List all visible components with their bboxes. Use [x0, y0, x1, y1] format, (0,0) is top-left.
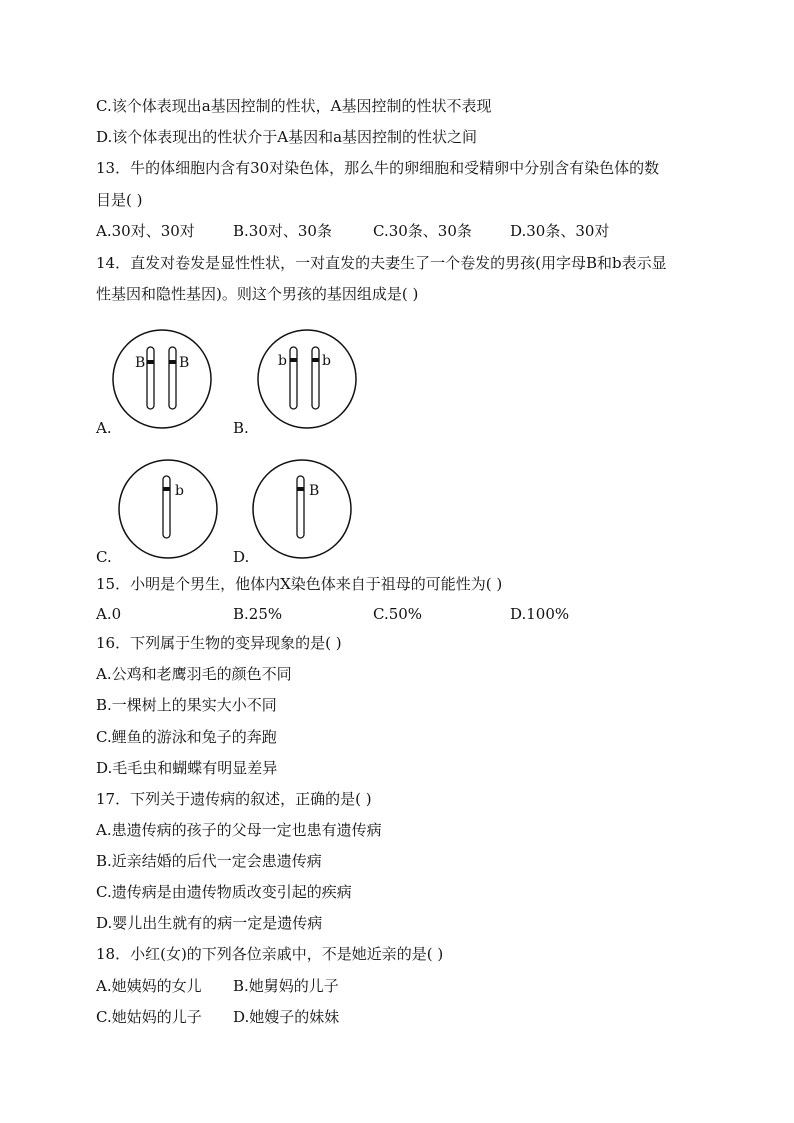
q17-stem: 17．下列关于遗传病的叙述，正确的是( )	[96, 790, 372, 808]
q18-option-b: B.她舅妈的儿子	[233, 977, 339, 995]
q13-stem-line2: 目是( )	[96, 191, 143, 209]
gene-locus-1	[147, 360, 154, 364]
q16-option-b: B.一棵树上的果实大小不同	[96, 696, 277, 714]
q14-option-b-label: B.	[233, 419, 249, 437]
q14-figure-d-cell	[251, 458, 355, 562]
q14-stem-line1: 14．直发对卷发是显性性状，一对直发的夫妻生了一个卷发的男孩(用字母B和b表示显	[96, 254, 667, 272]
q17-option-a: A.患遗传病的孩子的父母一定也患有遗传病	[96, 821, 382, 839]
gene-label-1: B	[135, 355, 146, 371]
q15-option-b: B.25%	[233, 605, 283, 623]
q14-option-a-label: A.	[96, 419, 112, 437]
q14-figure-a-cell	[110, 327, 214, 431]
gene-label-1: b	[278, 353, 287, 369]
q15-option-a: A.0	[96, 605, 122, 623]
q18-option-c: C.她姑妈的儿子	[96, 1008, 202, 1026]
q13-option-c: C.30条、30条	[373, 222, 472, 240]
chromosome-2	[312, 347, 319, 409]
q16-option-a: A.公鸡和老鹰羽毛的颜色不同	[96, 665, 292, 683]
q16-option-c: C.鲤鱼的游泳和兔子的奔跑	[96, 728, 277, 746]
q15-stem: 15．小明是个男生，他体内X染色体来自于祖母的可能性为( )	[96, 575, 503, 593]
q17-option-c: C.遗传病是由遗传物质改变引起的疾病	[96, 883, 352, 901]
gene-locus-1	[163, 487, 170, 491]
q13-option-d: D.30条、30对	[510, 222, 610, 240]
q16-option-d: D.毛毛虫和蝴蝶有明显差异	[96, 759, 278, 777]
gene-label-2: b	[322, 353, 331, 369]
gene-label-1: b	[175, 483, 184, 499]
q18-option-d: D.她嫂子的妹妹	[233, 1008, 340, 1026]
chromosome-1	[297, 476, 304, 538]
q12-option-c: C.该个体表现出a基因控制的性状，A基因控制的性状不表现	[96, 97, 492, 115]
q17-option-b: B.近亲结婚的后代一定会患遗传病	[96, 852, 322, 870]
q12-option-d: D.该个体表现出的性状介于A基因和a基因控制的性状之间	[96, 128, 478, 146]
q14-option-d-label: D.	[233, 548, 250, 566]
chromosome-1	[163, 476, 170, 538]
gene-locus-2	[169, 360, 176, 364]
q15-option-d: D.100%	[510, 605, 570, 623]
q14-figure-c-cell	[117, 458, 221, 562]
q16-stem: 16．下列属于生物的变异现象的是( )	[96, 634, 342, 652]
q18-stem: 18．小红(女)的下列各位亲戚中，不是她近亲的是( )	[96, 945, 444, 963]
q13-stem-line1: 13．牛的体细胞内含有30对染色体，那么牛的卵细胞和受精卵中分别含有染色体的数	[96, 159, 660, 177]
gene-label-2: B	[179, 355, 190, 371]
gene-locus-1	[290, 358, 297, 362]
chromosome-1	[290, 347, 297, 409]
q14-stem-line2: 性基因和隐性基因)。则这个男孩的基因组成是( )	[96, 285, 419, 303]
chromosome-1	[147, 347, 154, 409]
q18-option-a: A.她姨妈的女儿	[96, 977, 202, 995]
chromosome-2	[169, 347, 176, 409]
q17-option-d: D.婴儿出生就有的病一定是遗传病	[96, 914, 323, 932]
gene-label-1: B	[309, 483, 320, 499]
q14-option-c-label: C.	[96, 548, 112, 566]
q13-option-a: A.30对、30对	[96, 222, 195, 240]
q15-option-c: C.50%	[373, 605, 423, 623]
gene-locus-1	[297, 487, 304, 491]
q14-figure-b-cell	[255, 327, 359, 431]
q13-option-b: B.30对、30条	[233, 222, 332, 240]
gene-locus-2	[312, 358, 319, 362]
